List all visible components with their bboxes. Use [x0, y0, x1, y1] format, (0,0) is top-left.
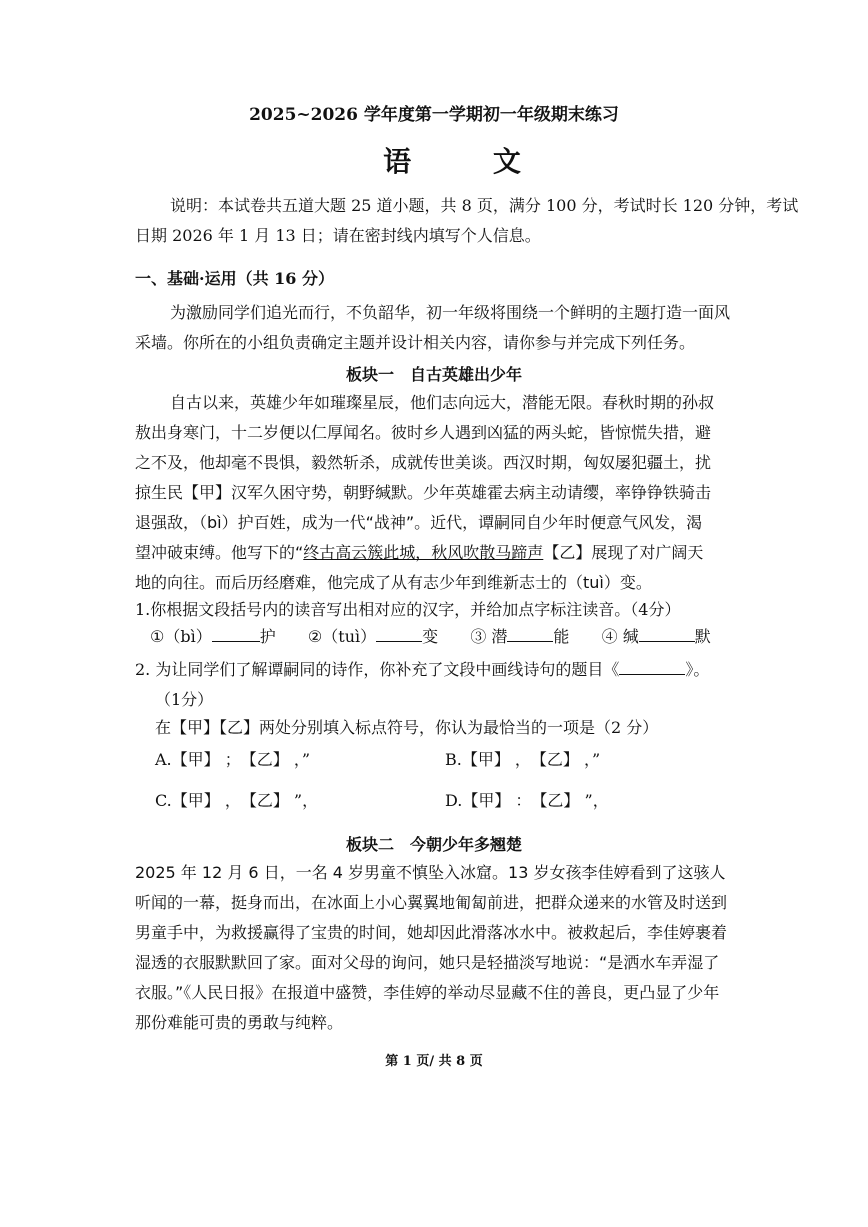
- q1-answer-blank-3[interactable]: [507, 627, 553, 642]
- q1-option2-label: ②（tuì）: [307, 627, 377, 646]
- block2-line: 湿透的衣服默默回了家。面对父母的询问，她只是轻描淡写地说：“是洒水车弄湿了: [135, 953, 720, 972]
- block1-line: 之不及，他却毫不畏惧，毅然斩杀，成就传世美谈。西汉时期，匈奴屡犯疆土，扰: [135, 453, 712, 472]
- block2-line: 男童手中，为救援赢得了宝贵的时间，她却因此滑落冰水中。被救起后，李佳婷裹着: [135, 923, 728, 942]
- block1-title: 板块一 自古英雄出少年: [345, 365, 522, 384]
- subject-title: 语 文: [383, 145, 557, 178]
- q3-option-d[interactable]: D.【甲】 ： 【乙】 ”，: [445, 791, 609, 810]
- exam-title: 2025~2026 学年度第一学期初一年级期末练习: [249, 105, 619, 125]
- block2-line: 那份难能可贵的勇敢与纯粹。: [135, 1013, 344, 1032]
- section1-intro-2: 采墙。你所在的小组负责确定主题并设计相关内容，请你参与并完成下列任务。: [135, 333, 696, 352]
- q1-answer-blank-1[interactable]: [212, 627, 260, 642]
- block2-line: 听闻的一幕，挺身而出，在冰面上小心翼翼地匍匐前进，把群众递来的水管及时送到: [135, 893, 728, 912]
- block1-line-6-start: 望冲破束缚。他写下的“: [135, 543, 304, 562]
- q1-option3-label: ③ 潜: [470, 627, 508, 646]
- block1-line-6-end: 【乙】展现了对广阔天: [543, 543, 704, 562]
- q3-option-a[interactable]: A.【甲】 ； 【乙】 ，”: [155, 750, 310, 769]
- block2-line: 衣服。”《人民日报》在报道中盛赞，李佳婷的举动尽显藏不住的善良，更凸显了少年: [135, 983, 720, 1002]
- section1-intro-1: 为激励同学们追光而行，不负韶华，初一年级将围绕一个鲜明的主题打造一面风: [170, 303, 731, 322]
- block1-line: 退强敌，（bì）护百姓，成为一代“战神”。近代，谭嗣同自少年时便意气风发，渴: [135, 513, 703, 532]
- q1-options: [150, 627, 711, 647]
- underlined-poem-line: 终古高云簇此城，秋风吹散马蹄声: [303, 543, 544, 562]
- q1-answer-blank-4[interactable]: [639, 627, 695, 642]
- q1-option4-tail: 默: [694, 627, 711, 646]
- block1-line: 掠生民【甲】汉军久困守势，朝野缄默。少年英雄霍去病主动请缨，率铮铮铁骑击: [135, 483, 712, 502]
- page-number: 第 1 页/ 共 8 页: [385, 1054, 483, 1069]
- q2-stem-end: 》。: [685, 660, 710, 679]
- q2-score: （1分）: [155, 690, 214, 709]
- q1-option1-label: ①（bì）: [150, 627, 212, 646]
- block2-line: 2025 年 12 月 6 日，一名 4 岁男童不慎坠入冰窟。13 岁女孩李佳婷看到了这骇人: [135, 863, 726, 882]
- instructions-line-1: 说明：本试卷共五道大题 25 道小题，共 8 页，满分 100 分，考试时长 120 分钟，考试: [170, 196, 799, 215]
- q3-stem: 在【甲】【乙】两处分别填入标点符号，你认为最恰当的一项是（2 分）: [155, 718, 659, 737]
- q1-option2-tail: 变: [422, 627, 439, 646]
- instructions-line-2: 日期 2026 年 1 月 13 日；请在密封线内填写个人信息。: [135, 226, 541, 245]
- block1-line: 敖出身寒门，十二岁便以仁厚闻名。彼时乡人遇到凶猛的两头蛇，皆惊慌失措，避: [135, 423, 712, 442]
- block1-line-6: [135, 540, 703, 563]
- q1-option1-tail: 护: [259, 627, 276, 646]
- block2-title: 板块二 今朝少年多翘楚: [345, 835, 522, 854]
- q1-answer-blank-2[interactable]: [376, 627, 422, 642]
- q2-answer-blank[interactable]: [619, 660, 685, 675]
- q1-option3-tail: 能: [553, 627, 570, 646]
- q3-option-b[interactable]: B.【甲】 ， 【乙】 ，”: [445, 750, 601, 769]
- block1-line: 自古以来，英雄少年如璀璨星辰，他们志向远大，潜能无限。春秋时期的孙叔: [170, 393, 715, 412]
- q1-stem: 1.你根据文段括号内的读音写出相对应的汉字，并给加点字标注读音。（4分）: [135, 600, 681, 619]
- q2-stem: [135, 660, 709, 680]
- block1-line: 地的向往。而后历经磨难，他完成了从有志少年到维新志士的（tuì）变。: [135, 573, 652, 592]
- q1-option4-label: ④ 缄: [601, 627, 639, 646]
- section1-title: 一、基础·运用（共 16 分）: [135, 269, 334, 288]
- q2-stem-start: 2. 为让同学们了解谭嗣同的诗作，你补充了文段中画线诗句的题目《: [135, 660, 620, 679]
- q3-option-c[interactable]: C.【甲】 ， 【乙】 ”，: [155, 791, 319, 810]
